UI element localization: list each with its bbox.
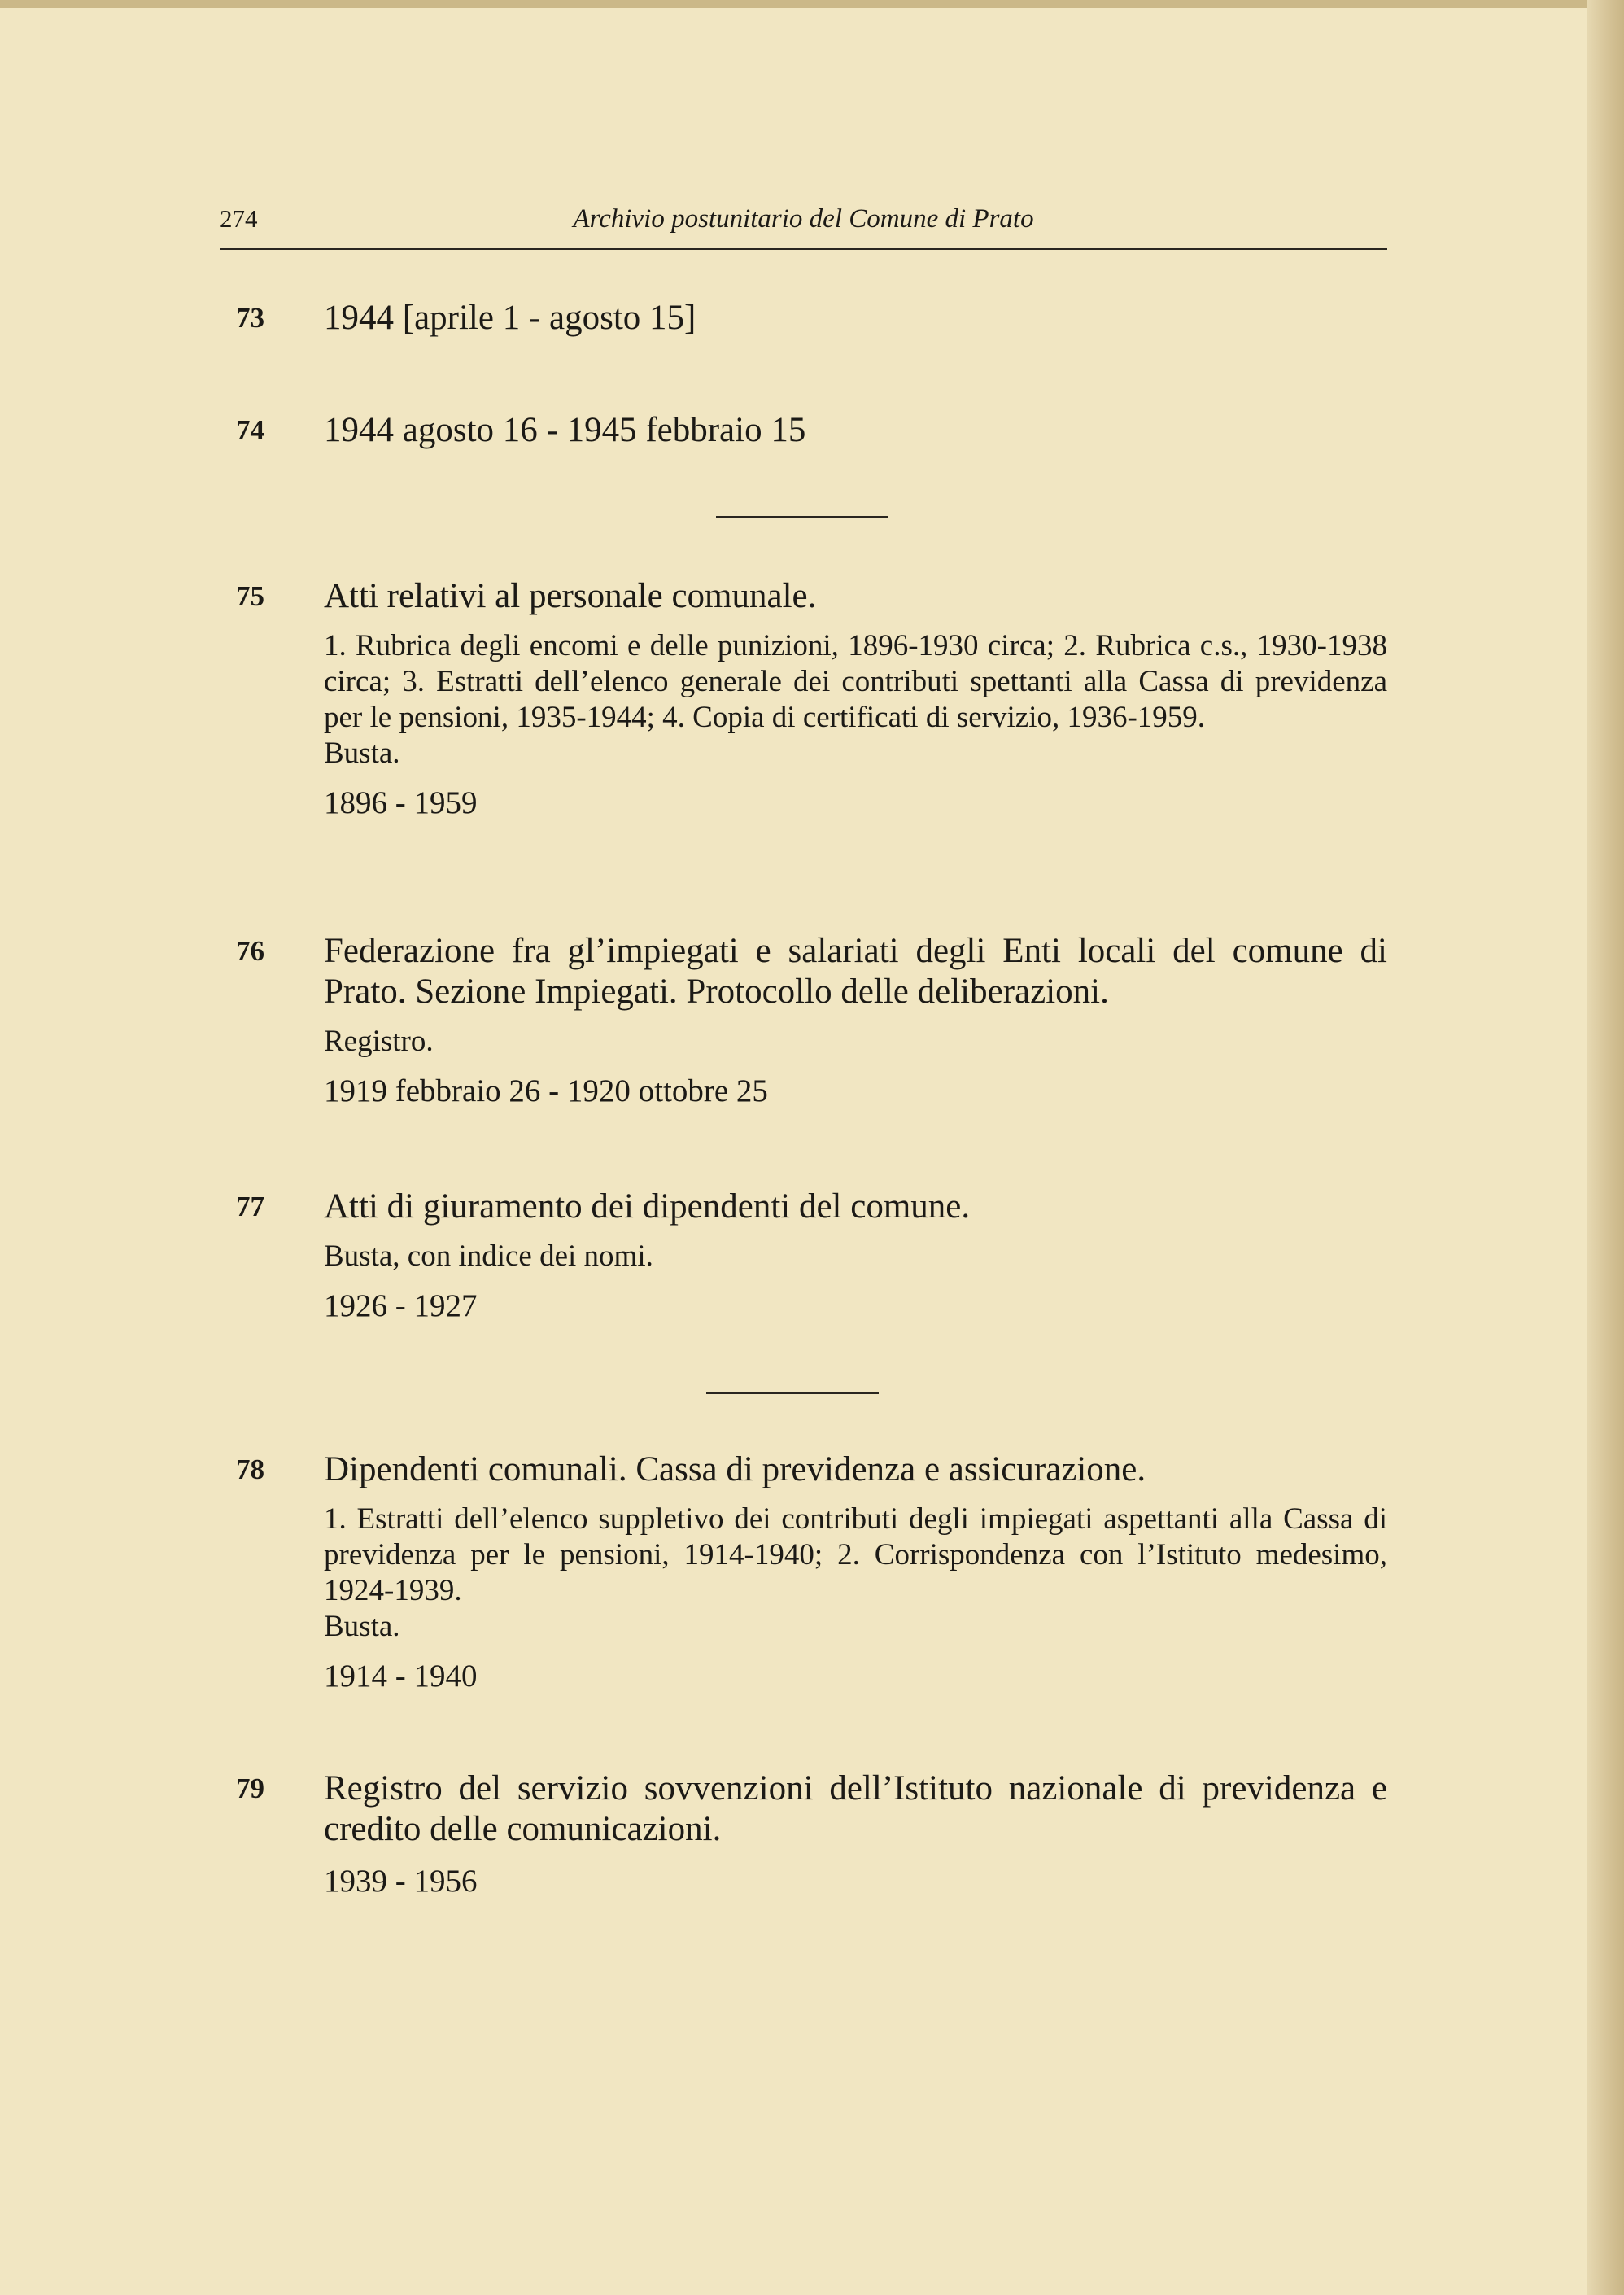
page-right-edge [1587,0,1624,2295]
entry-title: Dipendenti comunali. Cassa di previdenza e assicurazione. [324,1450,1146,1488]
entry-number: 75 [236,580,264,612]
entry-number: 77 [236,1191,264,1222]
entry-title: Registro del servizio sovvenzioni dell’Istituto nazionale di previdenza e credito delle comunicazioni. [324,1769,1387,1848]
entry-title: Atti relativi al personale comunale. [324,577,817,615]
entry-number: 78 [236,1454,264,1485]
entry-dates: 1896 - 1959 [324,785,478,820]
entry-description: 1. Rubrica degli encomi e delle punizioni, 1896-1930 circa; 2. Rubrica c.s., 1930-1938 circa; 3. Estratti dell’elenco generale dei contributi spettanti alla Cassa di previdenza per le pensioni, 1935-1944; 4. Copia di certificati di servizio, 1936-1959. [324,629,1387,734]
entry-description: 1. Estratti dell’elenco suppletivo dei contributi degli impiegati aspettanti alla Cassa di previdenza per le pensioni, 1914-1940; 2. Corrispondenza con l’Istituto medesimo, 1924-1939. [324,1502,1387,1607]
page-header [220,199,1387,250]
entry-number: 74 [236,414,264,446]
entry-physical-description: Busta, con indice dei nomi. [324,1239,653,1273]
entry-physical-description: Busta. [324,737,400,770]
entry-dates: 1926 - 1927 [324,1288,478,1323]
entry-title: 1944 agosto 16 - 1945 febbraio 15 [324,411,806,449]
entry-title: 1944 [aprile 1 - agosto 15] [324,299,696,337]
entry-title: Atti di giuramento dei dipendenti del comune. [324,1187,971,1226]
entry-dates: 1914 - 1940 [324,1659,478,1694]
entry-number: 73 [236,302,264,334]
page-number: 274 [220,204,258,233]
entry-dates: 1919 febbraio 26 - 1920 ottobre 25 [324,1073,768,1108]
entry-physical-description: Busta. [324,1610,400,1643]
entry-dates: 1939 - 1956 [324,1864,478,1899]
page-top-edge [0,0,1624,8]
entry-title: Federazione fra gl’impiegati e salariati degli Enti locali del comune di Prato. Sezione Impiegati. Protocollo delle deliberazioni. [324,932,1387,1011]
section-divider [716,516,888,518]
entry-number: 79 [236,1773,264,1804]
entry-physical-description: Registro. [324,1025,434,1058]
running-title: Archivio postunitario del Comune di Prato [573,204,1034,234]
section-divider [706,1392,879,1394]
entry-number: 76 [236,935,264,967]
